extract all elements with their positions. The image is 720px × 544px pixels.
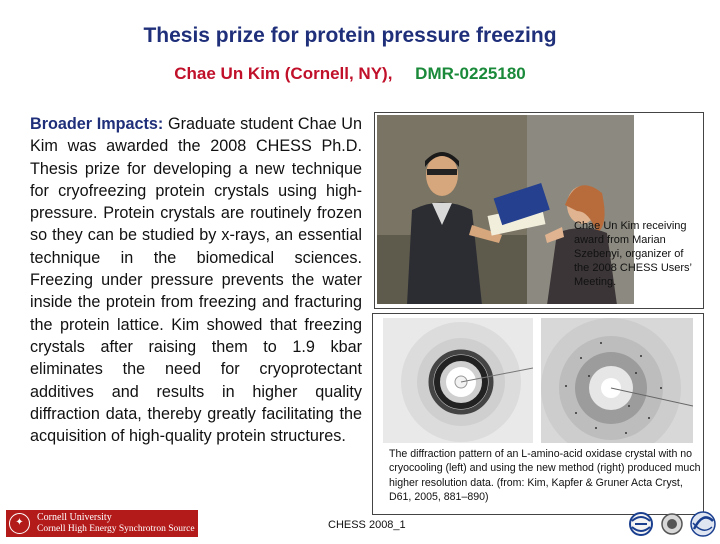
cornell-chess-logo xyxy=(6,510,198,537)
diffraction-pattern-right xyxy=(541,318,693,443)
seal-badge-icon xyxy=(662,514,682,534)
cornell-seal-icon: ✦ xyxy=(9,513,30,534)
slide-label: CHESS 2008_1 xyxy=(328,519,406,531)
diffraction-image-pressure-frozen xyxy=(541,318,693,443)
diffraction-caption: The diffraction pattern of an L-amino-acid oxidase crystal with no cryocooling (left) and using the new method (right) produced much higher resolution data. (from: Kim, Kapfer & Gruner Acta Cryst, D61, 2005, 881–890) xyxy=(389,448,701,504)
broader-impacts-paragraph xyxy=(30,113,362,447)
broader-impacts-text: Graduate student Chae Un Kim was awarded the 2008 CHESS Ph.D. Thesis prize for developing a new technique for cryofreezing protein crystals using high-pressure. Protein crystals are routinely frozen so they can be studied by x-rays, an essential technique in the biomedical sciences. Freezing under pressure prevents the water inside the protein from freezing and fracturing the protein lattice. Kim showed that freezing crystals after raising them to 1.9 kbar eliminates the need for cryoprotectant additives and results in higher quality diffraction data, thereby greatly facilitating the acquisition of high-quality protein structures. xyxy=(30,115,363,446)
swirl-logo-icon xyxy=(691,512,715,536)
author-affiliation: Chae Un Kim (Cornell, NY), xyxy=(174,64,393,83)
slide-title: Thesis prize for protein pressure freezing xyxy=(143,24,557,47)
diffraction-pattern-left xyxy=(383,318,533,443)
slide-subtitle xyxy=(0,64,700,84)
grant-number: DMR-0225180 xyxy=(415,64,526,83)
diffraction-panel xyxy=(372,313,704,515)
logo-university: Cornell University xyxy=(37,512,112,523)
diffraction-image-uncooled xyxy=(383,318,533,443)
award-photo-panel xyxy=(374,112,704,309)
broader-impacts-label: Broader Impacts: xyxy=(30,115,164,133)
award-photo-caption: Chae Un Kim receiving award from Marian Szebenyi, organizer of the 2008 CHESS Users’ Meeting. xyxy=(574,220,692,288)
partner-logos-icon xyxy=(628,509,718,539)
nsf-globe-icon xyxy=(630,513,652,535)
footer-logos xyxy=(628,509,718,539)
logo-chess: Cornell High Energy Synchrotron Source xyxy=(37,524,195,534)
